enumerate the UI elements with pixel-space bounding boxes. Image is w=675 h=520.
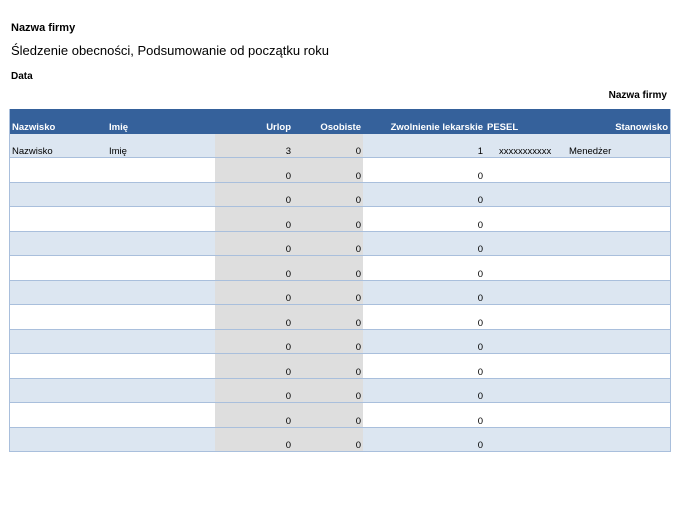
cell-urlop[interactable]: 0 <box>215 280 293 305</box>
cell-zwolnienie[interactable]: 0 <box>363 280 485 305</box>
cell-stanowisko[interactable] <box>563 231 670 256</box>
attendance-table <box>10 109 670 452</box>
table-row <box>10 207 670 232</box>
cell-stanowisko[interactable] <box>563 427 670 452</box>
cell-osobiste[interactable]: 0 <box>293 158 363 183</box>
cell-pesel[interactable] <box>485 231 563 256</box>
cell-osobiste[interactable]: 0 <box>293 427 363 452</box>
cell-osobiste[interactable]: 0 <box>293 329 363 354</box>
cell-pesel[interactable] <box>485 305 563 330</box>
cell-pesel[interactable] <box>485 403 563 428</box>
cell-imie[interactable] <box>107 305 215 330</box>
table-header-row <box>10 109 670 134</box>
cell-pesel[interactable] <box>485 354 563 379</box>
cell-urlop[interactable]: 0 <box>215 182 293 207</box>
cell-nazwisko[interactable] <box>10 378 107 403</box>
cell-pesel[interactable] <box>485 427 563 452</box>
cell-imie[interactable] <box>107 329 215 354</box>
cell-nazwisko[interactable]: Nazwisko <box>10 134 107 158</box>
cell-zwolnienie[interactable]: 0 <box>363 158 485 183</box>
col-header-stanowisko[interactable]: Stanowisko <box>563 109 670 134</box>
page-title: Śledzenie obecności, Podsumowanie od początku roku <box>11 43 329 58</box>
cell-imie[interactable] <box>107 378 215 403</box>
cell-urlop[interactable]: 0 <box>215 256 293 281</box>
table-row <box>10 329 670 354</box>
cell-zwolnienie[interactable]: 0 <box>363 207 485 232</box>
cell-pesel[interactable] <box>485 256 563 281</box>
table-row <box>10 134 670 158</box>
col-header-pesel[interactable]: PESEL <box>485 109 563 134</box>
cell-osobiste[interactable]: 0 <box>293 182 363 207</box>
cell-pesel[interactable] <box>485 280 563 305</box>
cell-nazwisko[interactable] <box>10 207 107 232</box>
cell-imie[interactable] <box>107 231 215 256</box>
cell-stanowisko[interactable] <box>563 305 670 330</box>
cell-stanowisko[interactable]: Menedżer <box>563 134 670 158</box>
table-row <box>10 158 670 183</box>
cell-nazwisko[interactable] <box>10 403 107 428</box>
cell-zwolnienie[interactable]: 0 <box>363 305 485 330</box>
cell-stanowisko[interactable] <box>563 403 670 428</box>
cell-zwolnienie[interactable]: 0 <box>363 256 485 281</box>
cell-stanowisko[interactable] <box>563 280 670 305</box>
cell-zwolnienie[interactable]: 0 <box>363 427 485 452</box>
cell-osobiste[interactable]: 0 <box>293 231 363 256</box>
cell-zwolnienie[interactable]: 0 <box>363 329 485 354</box>
cell-nazwisko[interactable] <box>10 231 107 256</box>
cell-urlop[interactable]: 0 <box>215 378 293 403</box>
table-row <box>10 231 670 256</box>
cell-urlop[interactable]: 0 <box>215 427 293 452</box>
cell-urlop[interactable]: 3 <box>215 134 293 158</box>
table-row <box>10 305 670 330</box>
cell-osobiste[interactable]: 0 <box>293 207 363 232</box>
cell-osobiste[interactable]: 0 <box>293 403 363 428</box>
table-row <box>10 354 670 379</box>
cell-stanowisko[interactable] <box>563 182 670 207</box>
cell-nazwisko[interactable] <box>10 256 107 281</box>
cell-stanowisko[interactable] <box>563 329 670 354</box>
table-row <box>10 280 670 305</box>
cell-pesel[interactable]: xxxxxxxxxxx <box>485 134 563 158</box>
cell-nazwisko[interactable] <box>10 280 107 305</box>
cell-zwolnienie[interactable]: 0 <box>363 378 485 403</box>
col-header-osobiste[interactable]: Osobiste <box>293 109 363 134</box>
cell-pesel[interactable] <box>485 182 563 207</box>
cell-zwolnienie[interactable]: 0 <box>363 182 485 207</box>
table-row <box>10 427 670 452</box>
col-header-imie[interactable]: Imię <box>107 109 215 134</box>
cell-osobiste[interactable]: 0 <box>293 354 363 379</box>
cell-stanowisko[interactable] <box>563 256 670 281</box>
cell-pesel[interactable] <box>485 158 563 183</box>
cell-nazwisko[interactable] <box>10 329 107 354</box>
cell-stanowisko[interactable] <box>563 354 670 379</box>
cell-nazwisko[interactable] <box>10 354 107 379</box>
cell-urlop[interactable]: 0 <box>215 403 293 428</box>
cell-urlop[interactable]: 0 <box>215 158 293 183</box>
cell-nazwisko[interactable] <box>10 158 107 183</box>
cell-osobiste[interactable]: 0 <box>293 378 363 403</box>
cell-osobiste[interactable]: 0 <box>293 280 363 305</box>
date-label: Data <box>11 71 33 82</box>
cell-imie[interactable] <box>107 354 215 379</box>
cell-osobiste[interactable]: 0 <box>293 134 363 158</box>
col-header-nazwisko[interactable]: Nazwisko <box>10 109 107 134</box>
cell-zwolnienie[interactable]: 1 <box>363 134 485 158</box>
col-header-urlop[interactable]: Urlop <box>215 109 293 134</box>
col-header-zwolnienie[interactable]: Zwolnienie lekarskie <box>363 109 485 134</box>
cell-imie[interactable] <box>107 280 215 305</box>
cell-stanowisko[interactable] <box>563 378 670 403</box>
cell-osobiste[interactable]: 0 <box>293 256 363 281</box>
attendance-table-container <box>9 109 671 452</box>
table-row <box>10 182 670 207</box>
table-row <box>10 378 670 403</box>
cell-zwolnienie[interactable]: 0 <box>363 231 485 256</box>
cell-imie[interactable] <box>107 182 215 207</box>
cell-imie[interactable] <box>107 403 215 428</box>
cell-nazwisko[interactable] <box>10 182 107 207</box>
cell-osobiste[interactable]: 0 <box>293 305 363 330</box>
cell-urlop[interactable]: 0 <box>215 231 293 256</box>
cell-pesel[interactable] <box>485 207 563 232</box>
cell-urlop[interactable]: 0 <box>215 329 293 354</box>
cell-imie[interactable]: Imię <box>107 134 215 158</box>
cell-imie[interactable] <box>107 207 215 232</box>
cell-imie[interactable] <box>107 427 215 452</box>
cell-stanowisko[interactable] <box>563 158 670 183</box>
table-row <box>10 256 670 281</box>
cell-stanowisko[interactable] <box>563 207 670 232</box>
cell-imie[interactable] <box>107 256 215 281</box>
cell-pesel[interactable] <box>485 378 563 403</box>
cell-pesel[interactable] <box>485 329 563 354</box>
cell-urlop[interactable]: 0 <box>215 354 293 379</box>
company-name-right: Nazwa firmy <box>608 90 667 101</box>
cell-nazwisko[interactable] <box>10 427 107 452</box>
table-row <box>10 403 670 428</box>
company-name-top: Nazwa firmy <box>11 22 76 34</box>
cell-zwolnienie[interactable]: 0 <box>363 403 485 428</box>
cell-urlop[interactable]: 0 <box>215 207 293 232</box>
cell-zwolnienie[interactable]: 0 <box>363 354 485 379</box>
cell-imie[interactable] <box>107 158 215 183</box>
cell-nazwisko[interactable] <box>10 305 107 330</box>
cell-urlop[interactable]: 0 <box>215 305 293 330</box>
